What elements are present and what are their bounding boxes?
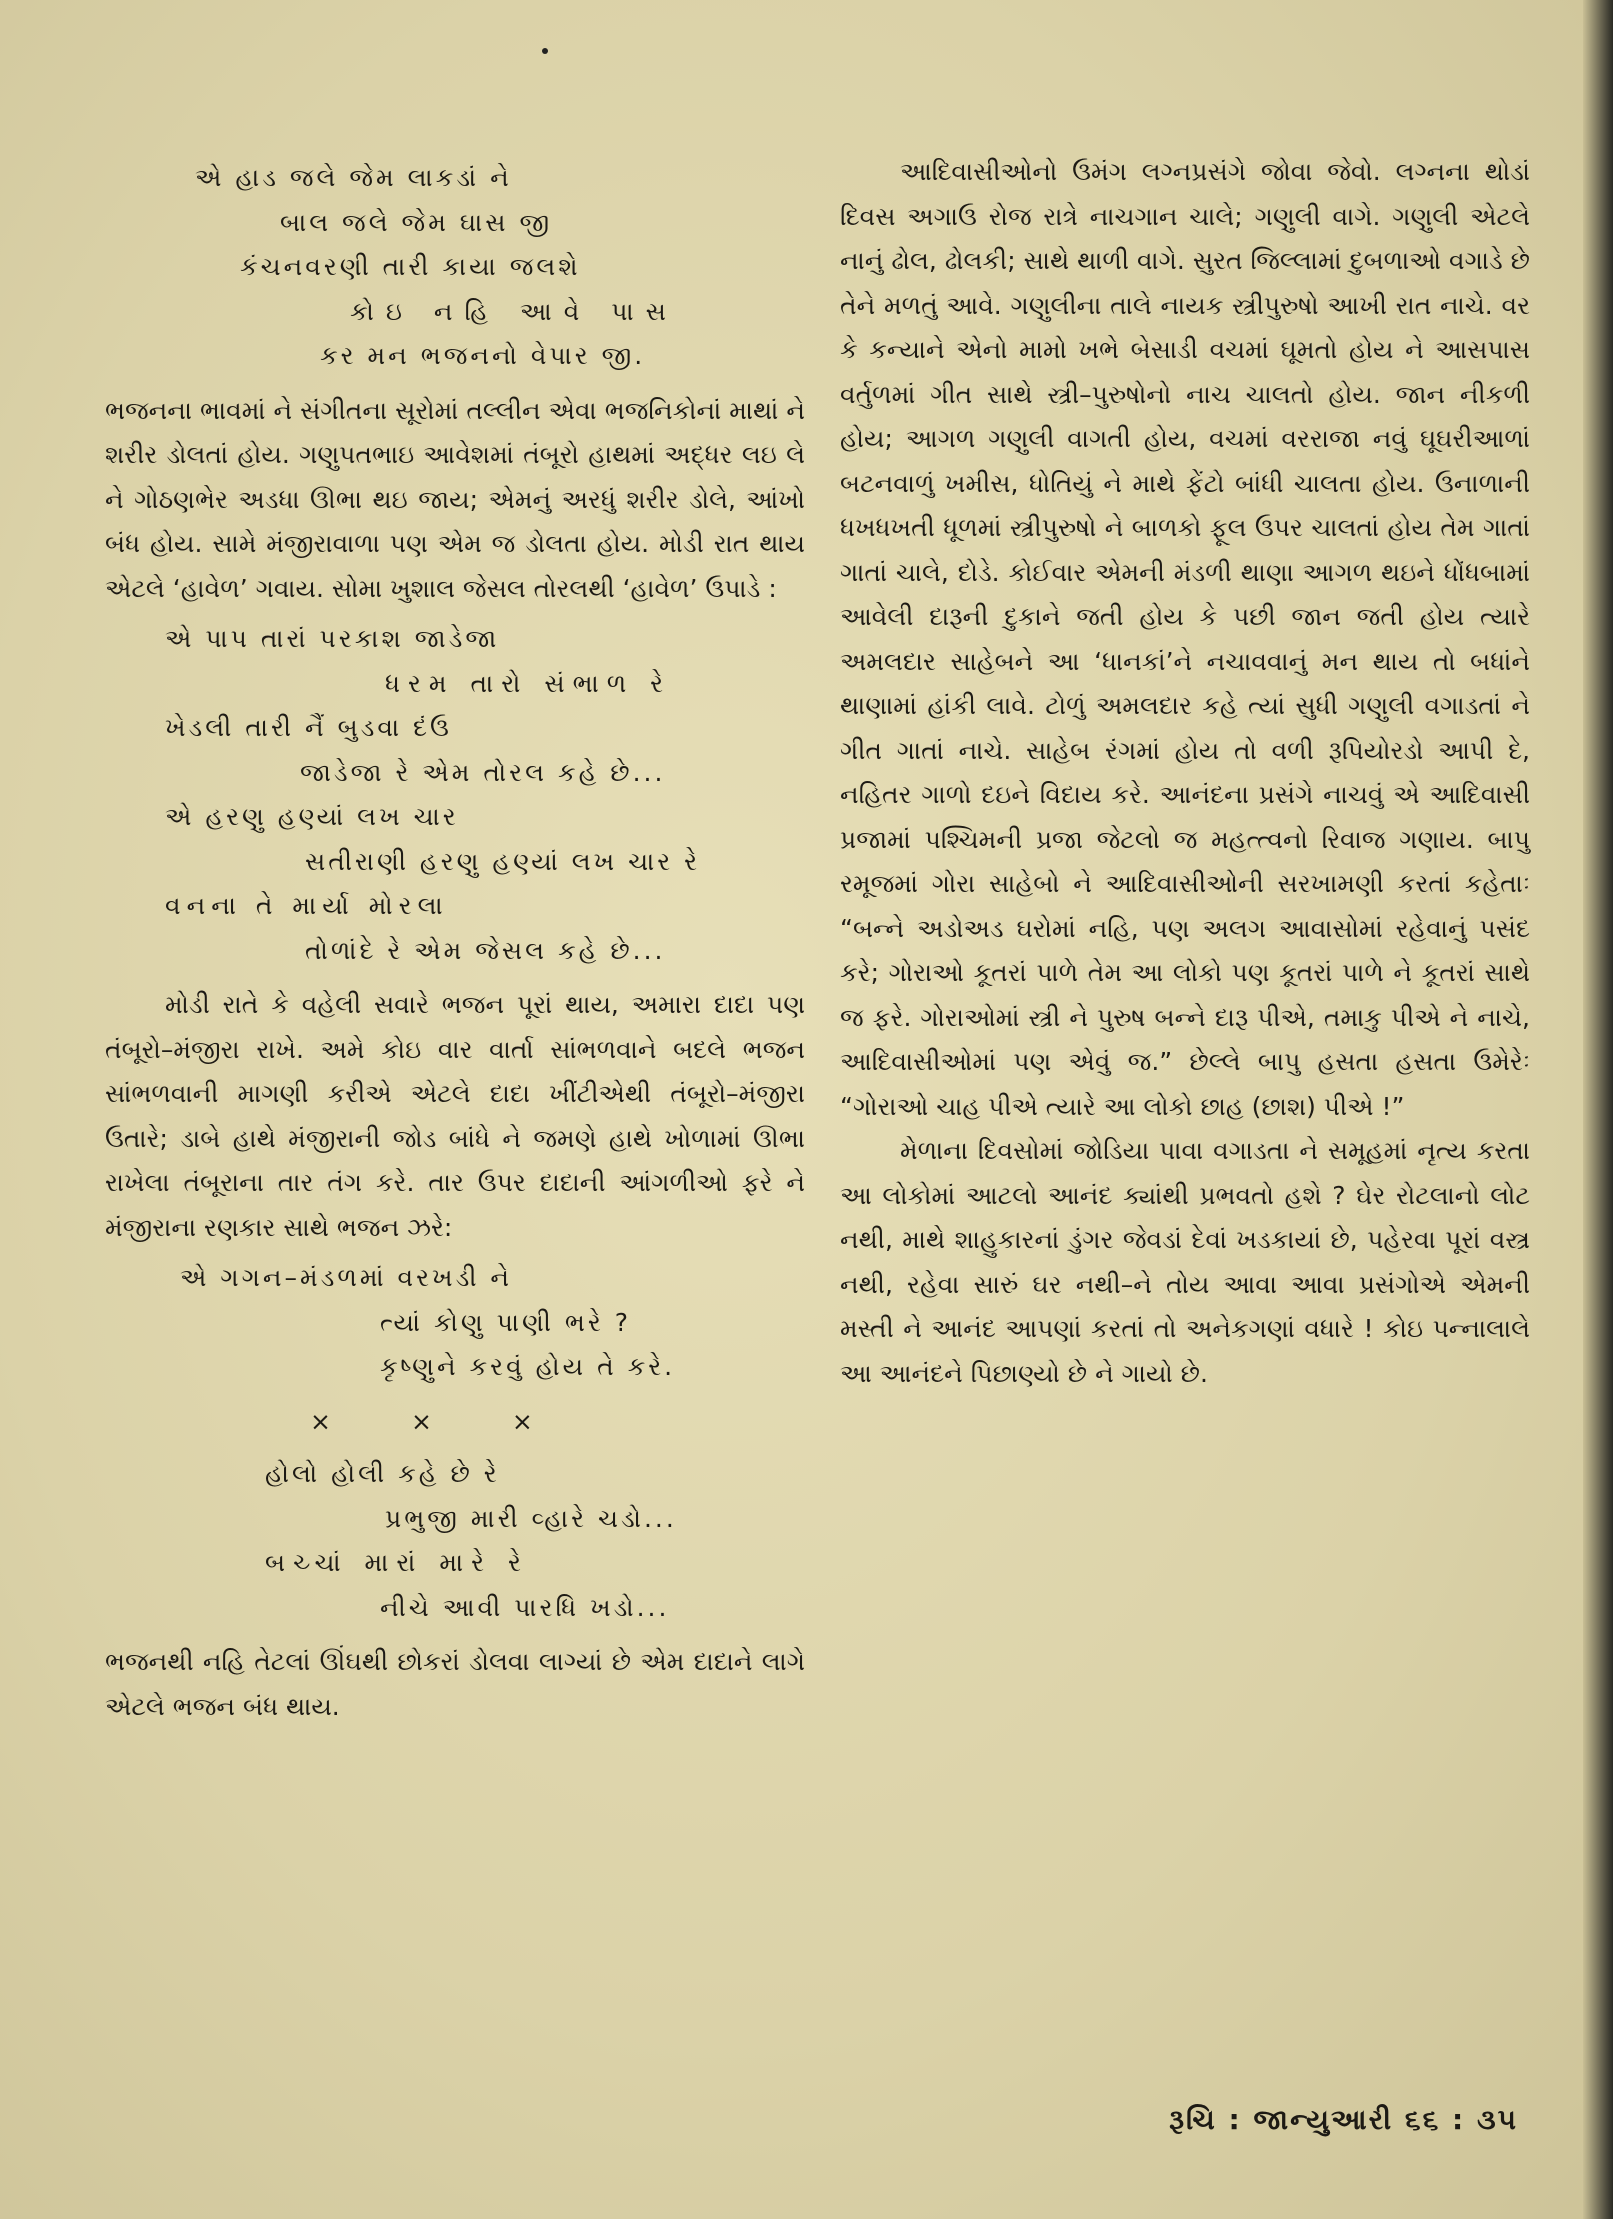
paragraph-text: મેળાના દિવસોમાં જોડિયા પાવા વગાડતા ને સમૂહમાં નૃત્ય કરતા આ લોકોમાં આટલો આનંદ ક્યાંથી પ્રભવતો હશે ? ઘેર રોટલાનો લોટ નથી, માથે શાહુકારનાં ડુંગર જેવડાં દેવાં ખડકાયાં છે, પહેરવા પૂરાં વસ્ત્ર નથી, રહેવા સારું ઘર નથી–ને તોય આવા આવા પ્રસંગોએ એમની મસ્તી ને આનંદ આપણાં કરતાં તો અનેકગણાં વધારે ! કોઇ પન્નાલાલે આ આનંદને પિછાણ્યો છે ને ગાયો છે. (840, 1136, 1530, 1388)
separator-mark: × (410, 1406, 512, 1436)
verse-line: તોળાંદે રે એમ જેસલ કહે છે... (305, 935, 666, 965)
verse-line: બાલ જલે જેમ ઘાસ જી (280, 207, 553, 237)
section-separator (105, 1400, 805, 1445)
left-paragraph-2 (105, 983, 805, 1250)
separator-mark: × (511, 1406, 613, 1436)
verse-line: કર મન ભજનનો વેપાર જી. (320, 341, 646, 370)
paragraph-text: આદિવાસીઓનો ઉમંગ લગ્નપ્રસંગે જોવા જેવો. લગ્નના થોડાં દિવસ અગાઉ રોજ રાત્રે નાચગાન ચાલે; ગણુલી વાગે. ગણુલી એટલે નાનું ઢોલ, ઢોલકી; સાથે થાળી વાગે. સુરત જિલ્લામાં દુબળાઓ વગાડે છે તેને મળતું આવે. ગણુલીના તાલે નાયક સ્ત્રીપુરુષો આખી રાત નાચે. વર કે કન્યાને એનો મામો ખભે બેસાડી વચમાં ઘૂમતો હોય ને આસપાસ વર્તુળમાં ગીત સાથે સ્ત્રી–પુરુષોનો નાચ ચાલતો હોય. જાન નીકળી હોય; આગળ ગણુલી વાગતી હોય, વચમાં વરરાજા નવું ઘૂઘરીઆળાં બટનવાળું ખમીસ, ધોતિયું ને માથે ફેંટો બાંધી ચાલતા હોય. ઉનાળાની ધખધખતી ધૂળમાં સ્ત્રીપુરુષો ને બાળકો ફૂલ ઉપર ચાલતાં હોય તેમ ગાતાં ગાતાં ચાલે, દોડે. કોઈવાર એમની મંડળી થાણા આગળ થઇને ધોંધબામાં આવેલી દારૂની દુકાને જતી હોય કે પછી જાન જતી હોય ત્યારે અમલદાર સાહેબને આ ‘ધાનકાં’ને નચાવવાનું મન થાય તો બધાંને થાણામાં હાંકી લાવે. ટોળું અમલદાર કહે ત્યાં સુધી ગણુલી વગાડતાં ને ગીત ગાતાં નાચે. સાહેબ રંગમાં હોય તો વળી રૂપિયોરડો આપી દે, નહિતર ગાળો દઇને વિદાય કરે. આનંદના પ્રસંગે નાચવું એ આદિવાસી પ્રજામાં પશ્ચિમની પ્રજા જેટલો જ મહત્ત્વનો રિવાજ ગણાય. બાપુ રમૂજમાં ગોરા સાહેબો ને આદિવાસીઓની સરખામણી કરતાં કહેતાઃ “બન્ને અડોઅડ ઘરોમાં નહિ, પણ અલગ આવાસોમાં રહેવાનું પસંદ કરે; ગોરાઓ કૂતરાં પાળે તેમ આ લોકો પણ કૂતરાં પાળે ને કૂતરાં સાથે જ ફરે. ગોરાઓમાં સ્ત્રી ને પુરુષ બન્ને દારૂ પીએ, તમાકુ પીએ ને નાચે, આદિવાસીઓમાં પણ એવું જ.” છેલ્લે બાપુ હસતા હસતા ઉમેરેઃ “ગોરાઓ ચાહ પીએ ત્યારે આ લોકો છાહ (છાશ) પીએ !” (840, 157, 1530, 1121)
left-paragraph-1 (105, 389, 805, 612)
verse-line: પ્રભુજી મારી વ્હારે ચડો... (385, 1503, 677, 1533)
left-paragraph-3 (105, 1640, 805, 1729)
verse-line: જાડેજા રે એમ તોરલ કહે છે... (300, 757, 666, 787)
verse-line: એ ગગન–મંડળમાં વરખડી ને (180, 1263, 513, 1292)
verse-line: ત્યાં કોણુ પાણી ભરે ? (380, 1307, 632, 1337)
right-paragraph-1 (840, 150, 1530, 1129)
verse-line: હોલો હોલી કહે છે રે (265, 1459, 500, 1488)
left-column (105, 150, 805, 1729)
page-footer: રૂચિ : જાન્યુઆરી ૬૬ : ૩૫ (1169, 2103, 1518, 2136)
verse-line: કૃષ્ણુને કરવું હોય તે કરે. (380, 1352, 676, 1381)
page-edge-shadow (1583, 0, 1613, 2219)
verse-line: સતીરાણી હરણુ હણ્યાં લખ ચાર રે (305, 846, 701, 876)
verse-line: નીચે આવી પારધિ ખડો... (380, 1592, 670, 1622)
verse-line: એ પાપ તારાં પરકાશ જાડેજા (165, 624, 500, 653)
right-paragraph-2 (840, 1129, 1530, 1396)
verse-line: ખેડલી તારી નૈં બુડવા દંઉ (165, 713, 452, 742)
verse-line: બચ્ચાં મારાં મારે રે (265, 1548, 529, 1577)
verse-line: કોઇ નહિ આવે પાસ (350, 296, 678, 326)
paragraph-text: ભજનથી નહિ તેટલાં ઊંઘથી છોકરાં ડોલવા લાગ્યાં છે એમ દાદાને લાગે એટલે ભજન બંધ થાય. (105, 1647, 805, 1721)
verse-line: એ હરણુ હણ્યાં લખ ચાર (165, 802, 459, 831)
paragraph-text: મોડી રાતે કે વહેલી સવારે ભજન પૂરાં થાય, અમારા દાદા પણ તંબૂરો–મંજીરા રાખે. અમે કોઇ વાર વાર્તા સાંભળવાને બદલે ભજન સાંભળવાની માગણી કરીએ એટલે દાદા ખીંટીએથી તંબૂરો–મંજીરા ઉતારે; ડાબે હાથે મંજીરાની જોડ બાંધે ને જમણે હાથે ખોળામાં ઊભા રાખેલા તંબૂરાના તાર તંગ કરે. તાર ઉપર દાદાની આંગળીઓ ફરે ને મંજીરાના રણકાર સાથે ભજન ઝરે: (105, 990, 805, 1242)
print-dot (542, 48, 548, 54)
paragraph-text: ભજનના ભાવમાં ને સંગીતના સૂરોમાં તલ્લીન એવા ભજનિકોનાં માથાં ને શરીર ડોલતાં હોય. ગણુપતભાઇ આવેશમાં તંબૂરો હાથમાં અદ્ધર લઇ લે ને ગોઠણભેર અડધા ઊભા થઇ જાય; એમનું અરધું શરીર ડોલે, આંખો બંધ હોય. સામે મંજીરાવાળા પણ એમ જ ડોલતા હોય. મોડી રાત થાય એટલે ‘હાવેળ’ ગવાય. સોમા ખુશાલ જેસલ તોરલથી ‘હાવેળ’ ઉપાડે : (105, 395, 805, 603)
separator-mark: × (310, 1406, 411, 1436)
verse-line: વનના તે માર્યા મોરલા (165, 891, 449, 920)
verse-1 (105, 156, 805, 379)
verse-2 (105, 617, 805, 973)
verse-line: કંચનવરણી તારી કાયા જલશે (240, 252, 581, 281)
verse-line: એ હાડ જલે જેમ લાકડાં ને (195, 163, 512, 192)
verse-line: ધરમ તારો સંભાળ રે (385, 668, 672, 698)
verse-4 (105, 1452, 805, 1630)
right-column (840, 150, 1530, 1396)
verse-3 (105, 1256, 805, 1390)
